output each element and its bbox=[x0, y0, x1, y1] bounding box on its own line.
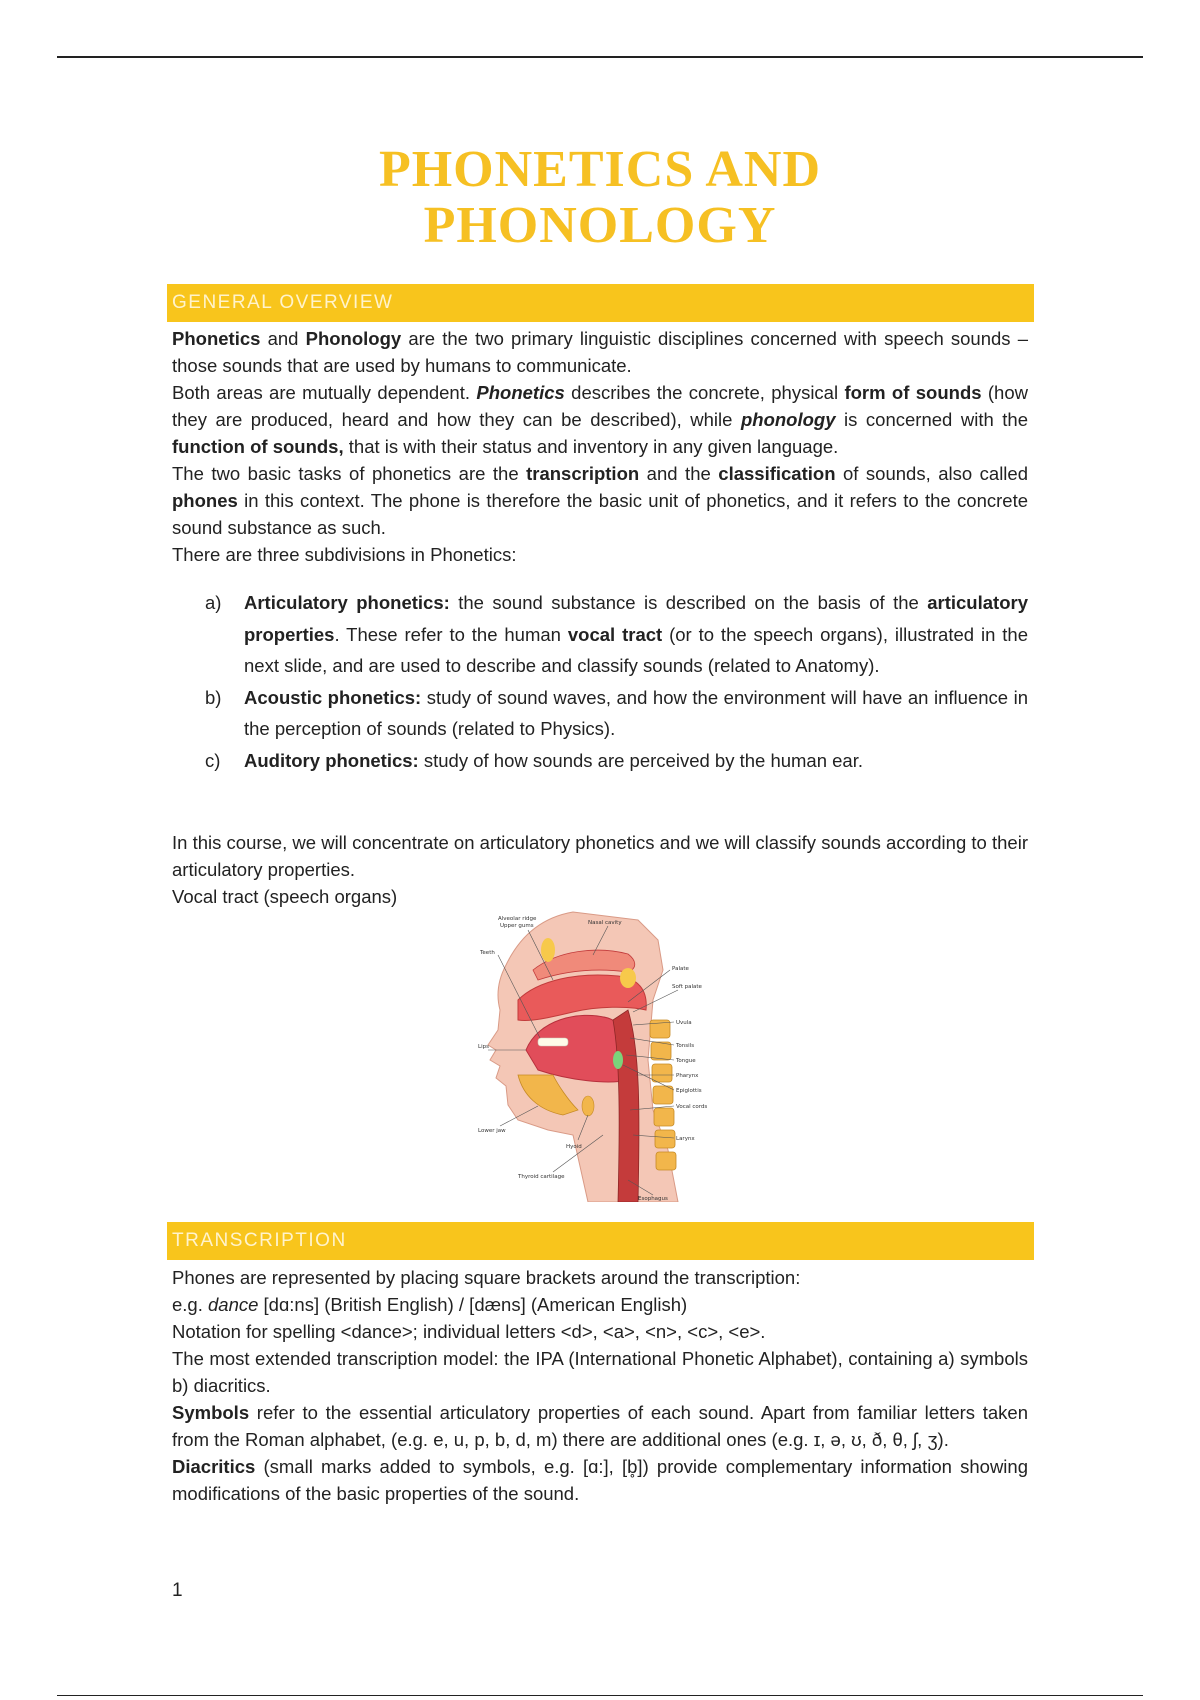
list-marker: b) bbox=[205, 686, 222, 708]
figure-label: Pharynx bbox=[676, 1073, 699, 1079]
list-item bbox=[205, 682, 1028, 745]
figure-label: Upper gums bbox=[500, 923, 534, 929]
list-marker: a) bbox=[205, 592, 222, 613]
figure-label: Lower jaw bbox=[478, 1128, 506, 1134]
figure-label: Epiglottis bbox=[676, 1088, 702, 1094]
title-line-2: PHONOLOGY bbox=[423, 197, 777, 254]
overview-paragraph: In this course, we will concentrate on articulatory phonetics and we will classify sounds according to their articulatory properties. bbox=[172, 832, 1028, 880]
figure-label: Uvula bbox=[676, 1020, 692, 1026]
list-item-text: Acoustic phonetics: study of sound waves, and how the environment will have an influence in the perception of sounds (related to Physics). bbox=[244, 686, 1028, 739]
overview-closing bbox=[172, 829, 1028, 910]
transcription-paragraph: e.g. dance [dɑ:ns] (British English) / [dæns] (American English) bbox=[172, 1294, 688, 1315]
top-rule bbox=[57, 56, 1143, 58]
overview-paragraph: The two basic tasks of phonetics are the transcription and the classification of sounds, also called phones in this context. The phone is therefore the basic unit of phonetics, and it refers to the concrete sound substance as such. bbox=[172, 463, 1028, 538]
transcription-body bbox=[172, 1264, 1028, 1507]
transcription-paragraph: The most extended transcription model: the IPA (International Phonetic Alphabet), containing a) symbols b) diacritics. bbox=[172, 1348, 1028, 1396]
overview-body bbox=[172, 325, 1028, 568]
transcription-paragraph: Notation for spelling <dance>; individual letters <d>, <a>, <n>, <c>, <e>. bbox=[172, 1321, 766, 1342]
transcription-paragraph: Diacritics (small marks added to symbols, e.g. [ɑ:], [b̥]) provide complementary information showing modifications of the basic properties of the sound. bbox=[172, 1456, 1028, 1504]
figure-label: Nasal cavity bbox=[588, 920, 622, 926]
list-marker: c) bbox=[205, 749, 221, 771]
section-header-transcription: TRANSCRIPTION bbox=[167, 1222, 1034, 1260]
title-line-1: PHONETICS AND bbox=[378, 141, 822, 198]
figure-label: Teeth bbox=[480, 950, 495, 956]
figure-label: Thyroid cartilage bbox=[518, 1174, 565, 1180]
overview-paragraph: There are three subdivisions in Phonetics: bbox=[172, 544, 517, 565]
figure-label: Soft palate bbox=[672, 984, 702, 990]
list-item-text: Auditory phonetics: study of how sounds are perceived by the human ear. bbox=[244, 749, 864, 771]
figure-label: Lips bbox=[478, 1044, 489, 1050]
transcription-paragraph: Phones are represented by placing square brackets around the transcription: bbox=[172, 1267, 801, 1288]
figure-label: Esophagus bbox=[638, 1196, 668, 1202]
figure-label: Hyoid bbox=[566, 1144, 582, 1150]
transcription-paragraph: Symbols refer to the essential articulatory properties of each sound. Apart from familiar letters taken from the Roman alphabet, (e.g. e, u, p, b, d, m) there are additional ones (e.g. ɪ, ə, ʊ, ð, θ, ʃ, ʒ). bbox=[172, 1402, 1028, 1450]
bottom-rule bbox=[57, 1695, 1143, 1696]
vocal-tract-illustration bbox=[478, 910, 718, 1202]
figure-label: Alveolar ridge bbox=[498, 916, 537, 922]
figure-label: Tongue bbox=[676, 1058, 696, 1064]
page-number: 1 bbox=[172, 1580, 183, 1601]
figure-label: Tonsils bbox=[676, 1043, 695, 1049]
figure-label: Palate bbox=[672, 966, 689, 972]
figure-caption: Vocal tract (speech organs) bbox=[172, 886, 398, 907]
list-item-text: Articulatory phonetics: the sound substance is described on the basis of the articulatory properties. These refer to the human vocal tract (or to the speech organs), illustrated in the next slide, and are used to describe and classify sounds (related to Anatomy). bbox=[244, 592, 1028, 676]
figure-label: Larynx bbox=[676, 1136, 695, 1142]
phonetics-subdivisions-list bbox=[205, 587, 1028, 776]
figure-label: Vocal cords bbox=[676, 1104, 708, 1110]
document-title bbox=[0, 142, 1200, 254]
section-header-general-overview: GENERAL OVERVIEW bbox=[167, 284, 1034, 322]
overview-paragraph: Both areas are mutually dependent. Phonetics describes the concrete, physical form of sounds (how they are produced, heard and how they can be described), while phonology is concerned with the function of sounds, that is with their status and inventory in any given language. bbox=[172, 382, 1028, 457]
list-item bbox=[205, 587, 1028, 682]
overview-paragraph: Phonetics and Phonology are the two primary linguistic disciplines concerned with speech sounds – those sounds that are used by humans to communicate. bbox=[172, 328, 1028, 376]
list-item bbox=[205, 745, 1028, 777]
